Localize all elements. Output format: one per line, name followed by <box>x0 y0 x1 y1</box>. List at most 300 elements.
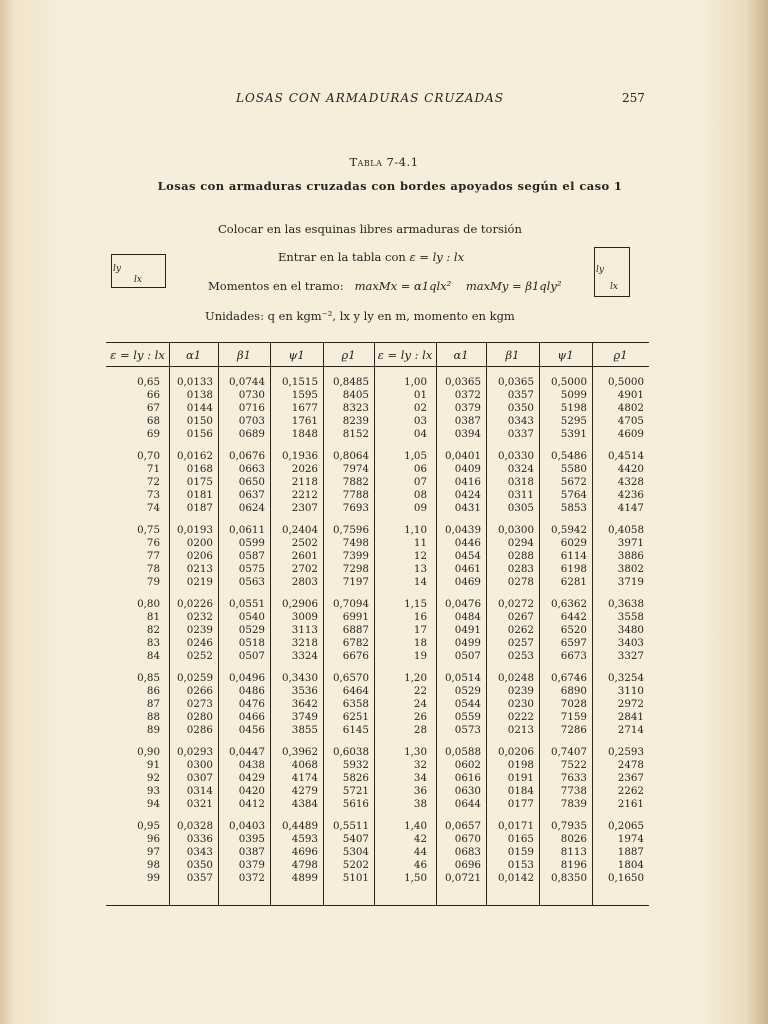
table-cell: 96 <box>146 833 160 845</box>
table-cell: 1848 <box>291 428 318 440</box>
table-cell: 5932 <box>342 759 369 771</box>
moment-y-formula: maxMy = β1qly² <box>465 279 562 293</box>
table-cell: 0529 <box>238 624 265 636</box>
table-row <box>106 550 649 563</box>
slab-lx-label: lx <box>610 282 618 292</box>
table-cell: 86 <box>146 685 160 697</box>
table-cell: 0,0193 <box>176 524 213 536</box>
table-cell: 72 <box>146 476 160 488</box>
table-cell: 6887 <box>342 624 369 636</box>
table-cell: 91 <box>146 759 160 771</box>
table-cell: 0454 <box>454 550 481 562</box>
table-cell: 4068 <box>291 759 318 771</box>
table-cell: 3642 <box>291 698 318 710</box>
table-cell: 0198 <box>507 759 534 771</box>
table-cell: 7028 <box>560 698 587 710</box>
column-header: α1 <box>453 348 469 362</box>
table-cell: 6198 <box>560 563 587 575</box>
table-cell: 0,0439 <box>444 524 481 536</box>
table-cell: 6029 <box>560 537 587 549</box>
table-cell: 0,0588 <box>444 746 481 758</box>
table-cell: 0379 <box>454 402 481 414</box>
table-cell: 0,0162 <box>176 450 213 462</box>
table-cell: 0,0476 <box>444 598 481 610</box>
table-cell: 0266 <box>186 685 213 697</box>
table-cell: 7286 <box>560 724 587 736</box>
table-cell: 3110 <box>617 685 644 697</box>
table-cell: 3886 <box>617 550 644 562</box>
table-cell: 2714 <box>617 724 644 736</box>
table-cell: 1,20 <box>404 672 427 684</box>
table-cell: 98 <box>146 859 160 871</box>
table-cell: 0,0259 <box>176 672 213 684</box>
table-cell: 13 <box>413 563 427 575</box>
table-cell: 7522 <box>560 759 587 771</box>
table-cell: 0343 <box>507 415 534 427</box>
table-cell: 94 <box>146 798 160 810</box>
table-cell: 0191 <box>507 772 534 784</box>
table-cell: 5672 <box>560 476 587 488</box>
table-row <box>106 463 649 476</box>
table-row <box>106 820 649 833</box>
table-cell: 0,2065 <box>607 820 644 832</box>
table-cell: 3558 <box>617 611 644 623</box>
table-cell: 8113 <box>560 846 587 858</box>
table-cell: 87 <box>146 698 160 710</box>
table-row <box>106 711 649 724</box>
table-cell: 08 <box>413 489 427 501</box>
units-note: Unidades: q en kgm⁻², lx y ly en m, momento en kgm <box>205 309 515 323</box>
table-row <box>106 489 649 502</box>
table-cell: 0257 <box>507 637 534 649</box>
table-cell: 0324 <box>507 463 534 475</box>
table-cell: 0222 <box>507 711 534 723</box>
table-cell: 8239 <box>342 415 369 427</box>
table-cell: 69 <box>146 428 160 440</box>
table-cell: 4279 <box>291 785 318 797</box>
table-cell: 06 <box>413 463 427 475</box>
table-row <box>106 785 649 798</box>
table-cell: 0,0293 <box>176 746 213 758</box>
table-cell: 0305 <box>507 502 534 514</box>
table-row <box>106 685 649 698</box>
table-cell: 3327 <box>617 650 644 662</box>
table-cell: 0,0401 <box>444 450 481 462</box>
table-cell: 6597 <box>560 637 587 649</box>
table-cell: 44 <box>413 846 427 858</box>
table-cell: 6676 <box>342 650 369 662</box>
table-cell: 0184 <box>507 785 534 797</box>
table-cell: 7974 <box>342 463 369 475</box>
table-cell: 7839 <box>560 798 587 810</box>
table-cell: 7399 <box>342 550 369 562</box>
table-cell: 0644 <box>454 798 481 810</box>
table-cell: 0175 <box>186 476 213 488</box>
table-cell: 26 <box>413 711 427 723</box>
table-cell: 0,6570 <box>332 672 369 684</box>
column-header: ϱ1 <box>613 348 628 362</box>
table-cell: 0,0272 <box>497 598 534 610</box>
moments-prefix: Momentos en el tramo: <box>208 279 344 293</box>
table-cell: 3113 <box>291 624 318 636</box>
table-cell: 0438 <box>238 759 265 771</box>
table-cell: 4609 <box>617 428 644 440</box>
table-cell: 0314 <box>186 785 213 797</box>
table-cell: 0529 <box>454 685 481 697</box>
table-cell: 0663 <box>238 463 265 475</box>
table-cell: 0,5486 <box>550 450 587 462</box>
table-cell: 0,0657 <box>444 820 481 832</box>
table-cell: 0,0133 <box>176 376 213 388</box>
moment-x-formula: maxMx = α1qlx² <box>354 279 452 293</box>
table-cell: 0273 <box>186 698 213 710</box>
table-cell: 0587 <box>238 550 265 562</box>
table-cell: 2803 <box>291 576 318 588</box>
table-cell: 5721 <box>342 785 369 797</box>
table-cell: 0637 <box>238 489 265 501</box>
table-cell: 1677 <box>291 402 318 414</box>
table-cell: 0144 <box>186 402 213 414</box>
table-cell: 0703 <box>238 415 265 427</box>
running-header: LOSAS CON ARMADURAS CRUZADAS <box>235 91 505 105</box>
slab-ly-label: ly <box>113 264 121 274</box>
table-cell: 0,90 <box>137 746 160 758</box>
table-cell: 0288 <box>507 550 534 562</box>
table-cell: 0,0330 <box>497 450 534 462</box>
table-cell: 0476 <box>238 698 265 710</box>
table-cell: 8152 <box>342 428 369 440</box>
table-cell: 1761 <box>291 415 318 427</box>
table-cell: 79 <box>146 576 160 588</box>
table-cell: 2161 <box>617 798 644 810</box>
table-row <box>106 428 649 441</box>
table-cell: 8026 <box>560 833 587 845</box>
torsion-note: Colocar en las esquinas libres armaduras de torsión <box>218 222 522 236</box>
table-cell: 3009 <box>291 611 318 623</box>
table-cell: 0168 <box>186 463 213 475</box>
table-cell: 0409 <box>454 463 481 475</box>
table-cell: 7298 <box>342 563 369 575</box>
table-cell: 2262 <box>617 785 644 797</box>
table-cell: 0424 <box>454 489 481 501</box>
table-cell: 6890 <box>560 685 587 697</box>
table-cell: 0,95 <box>137 820 160 832</box>
column-header: ε = ly : lx <box>110 348 165 362</box>
table-cell: 0,1650 <box>607 872 644 884</box>
table-cell: 6464 <box>342 685 369 697</box>
table-cell: 0575 <box>238 563 265 575</box>
table-cell: 0,2593 <box>607 746 644 758</box>
table-cell: 77 <box>146 550 160 562</box>
table-cell: 0,65 <box>137 376 160 388</box>
table-cell: 0559 <box>454 711 481 723</box>
table-cell: 12 <box>413 550 427 562</box>
table-cell: 5764 <box>560 489 587 501</box>
table-cell: 5616 <box>342 798 369 810</box>
table-cell: 0,3254 <box>607 672 644 684</box>
table-cell: 0,2906 <box>281 598 318 610</box>
table-cell: 5101 <box>342 872 369 884</box>
table-row <box>106 759 649 772</box>
table-cell: 0,70 <box>137 450 160 462</box>
table-cell: 0429 <box>238 772 265 784</box>
table-cell: 3324 <box>291 650 318 662</box>
table-cell: 7633 <box>560 772 587 784</box>
table-cell: 02 <box>413 402 427 414</box>
table-row <box>106 524 649 537</box>
table-cell: 0,7935 <box>550 820 587 832</box>
table-row <box>106 637 649 650</box>
table-cell: 3855 <box>291 724 318 736</box>
table-cell: 28 <box>413 724 427 736</box>
table-cell: 0,3430 <box>281 672 318 684</box>
table-cell: 0138 <box>186 389 213 401</box>
table-row <box>106 415 649 428</box>
header-rule <box>106 366 649 367</box>
table-cell: 5202 <box>342 859 369 871</box>
table-cell: 7693 <box>342 502 369 514</box>
table-cell: 1,30 <box>404 746 427 758</box>
table-cell: 88 <box>146 711 160 723</box>
table-row <box>106 563 649 576</box>
table-cell: 0,7094 <box>332 598 369 610</box>
table-cell: 14 <box>413 576 427 588</box>
table-cell: 0318 <box>507 476 534 488</box>
table-cell: 0286 <box>186 724 213 736</box>
table-cell: 0716 <box>238 402 265 414</box>
table-cell: 19 <box>413 650 427 662</box>
table-cell: 0,0142 <box>497 872 534 884</box>
table-cell: 0,0328 <box>176 820 213 832</box>
table-cell: 0246 <box>186 637 213 649</box>
table-cell: 0387 <box>238 846 265 858</box>
table-cell: 1,50 <box>404 872 427 884</box>
table-cell: 74 <box>146 502 160 514</box>
column-header: β1 <box>237 348 251 362</box>
table-cell: 4593 <box>291 833 318 845</box>
table-cell: 0337 <box>507 428 534 440</box>
table-cell: 3802 <box>617 563 644 575</box>
table-cell: 2212 <box>291 489 318 501</box>
table-cell: 89 <box>146 724 160 736</box>
table-cell: 01 <box>413 389 427 401</box>
table-cell: 0,2404 <box>281 524 318 536</box>
table-cell: 0,6362 <box>550 598 587 610</box>
table-cell: 5853 <box>560 502 587 514</box>
table-cell: 0,0248 <box>497 672 534 684</box>
table-cell: 0280 <box>186 711 213 723</box>
table-cell: 67 <box>146 402 160 414</box>
table-cell: 6991 <box>342 611 369 623</box>
table-cell: 2972 <box>617 698 644 710</box>
slab-diagram-right <box>594 247 630 297</box>
table-cell: 5580 <box>560 463 587 475</box>
table-cell: 0150 <box>186 415 213 427</box>
table-cell: 8405 <box>342 389 369 401</box>
table-cell: 5099 <box>560 389 587 401</box>
table-cell: 5826 <box>342 772 369 784</box>
table-cell: 0159 <box>507 846 534 858</box>
table-cell: 0219 <box>186 576 213 588</box>
table-title: Losas con armaduras cruzadas con bordes apoyados según el caso 1 <box>157 179 623 193</box>
table-cell: 6145 <box>342 724 369 736</box>
table-cell: 0394 <box>454 428 481 440</box>
table-cell: 2367 <box>617 772 644 784</box>
table-row <box>106 872 649 885</box>
table-cell: 1,00 <box>404 376 427 388</box>
table-cell: 0499 <box>454 637 481 649</box>
table-cell: 0372 <box>238 872 265 884</box>
table-cell: 0153 <box>507 859 534 871</box>
column-header: α1 <box>185 348 202 362</box>
table-cell: 6782 <box>342 637 369 649</box>
table-cell: 0624 <box>238 502 265 514</box>
table-row <box>106 859 649 872</box>
table-cell: 0,0171 <box>497 820 534 832</box>
table-cell: 0,0514 <box>444 672 481 684</box>
table-cell: 99 <box>146 872 160 884</box>
table-row <box>106 672 649 685</box>
table-row <box>106 537 649 550</box>
table-cell: 3403 <box>617 637 644 649</box>
table-cell: 82 <box>146 624 160 636</box>
table-row <box>106 772 649 785</box>
table-cell: 38 <box>413 798 427 810</box>
enter-note <box>278 250 464 264</box>
table-cell: 0446 <box>454 537 481 549</box>
table-cell: 09 <box>413 502 427 514</box>
table-cell: 0,4489 <box>281 820 318 832</box>
table-cell: 3719 <box>617 576 644 588</box>
table-cell: 04 <box>413 428 427 440</box>
table-row <box>106 598 649 611</box>
table-cell: 4328 <box>617 476 644 488</box>
table-cell: 3536 <box>291 685 318 697</box>
table-cell: 0,0496 <box>228 672 265 684</box>
table-cell: 1,05 <box>404 450 427 462</box>
table-cell: 0,5511 <box>332 820 369 832</box>
table-cell: 0239 <box>186 624 213 636</box>
table-cell: 0544 <box>454 698 481 710</box>
table-cell: 0696 <box>454 859 481 871</box>
table-cell: 0466 <box>238 711 265 723</box>
table-cell: 7197 <box>342 576 369 588</box>
table-cell: 2601 <box>291 550 318 562</box>
table-cell: 0507 <box>454 650 481 662</box>
table-cell: 0,1936 <box>281 450 318 462</box>
table-cell: 1595 <box>291 389 318 401</box>
table-cell: 0,0676 <box>228 450 265 462</box>
column-header: ψ1 <box>557 348 574 362</box>
table-cell: 4420 <box>617 463 644 475</box>
table-cell: 0387 <box>454 415 481 427</box>
table-cell: 4236 <box>617 489 644 501</box>
table-cell: 0,8064 <box>332 450 369 462</box>
table-cell: 22 <box>413 685 427 697</box>
table-cell: 4802 <box>617 402 644 414</box>
table-cell: 0683 <box>454 846 481 858</box>
table-cell: 24 <box>413 698 427 710</box>
table-cell: 0357 <box>507 389 534 401</box>
table-cell: 36 <box>413 785 427 797</box>
table-cell: 0,0365 <box>444 376 481 388</box>
table-cell: 0,3962 <box>281 746 318 758</box>
table-row <box>106 389 649 402</box>
table-cell: 0602 <box>454 759 481 771</box>
table-cell: 0350 <box>186 859 213 871</box>
table-cell: 1974 <box>617 833 644 845</box>
table-cell: 0,5942 <box>550 524 587 536</box>
column-header: ϱ1 <box>341 348 356 362</box>
table-cell: 0336 <box>186 833 213 845</box>
table-cell: 5198 <box>560 402 587 414</box>
table-cell: 0300 <box>186 759 213 771</box>
table-cell: 17 <box>413 624 427 636</box>
table-row <box>106 650 649 663</box>
table-cell: 1887 <box>617 846 644 858</box>
table-cell: 0431 <box>454 502 481 514</box>
column-header: ε = ly : lx <box>377 348 433 362</box>
table-cell: 0206 <box>186 550 213 562</box>
table-cell: 0177 <box>507 798 534 810</box>
enter-formula: ε = ly : lx <box>409 250 465 264</box>
table-cell: 6281 <box>560 576 587 588</box>
table-cell: 0,0226 <box>176 598 213 610</box>
table-cell: 3218 <box>291 637 318 649</box>
table-cell: 93 <box>146 785 160 797</box>
table-cell: 68 <box>146 415 160 427</box>
table-cell: 0283 <box>507 563 534 575</box>
table-cell: 0,5000 <box>607 376 644 388</box>
table-row <box>106 502 649 515</box>
table-cell: 0,7596 <box>332 524 369 536</box>
table-cell: 1,10 <box>404 524 427 536</box>
table-cell: 0689 <box>238 428 265 440</box>
table-cell: 0213 <box>186 563 213 575</box>
table-cell: 0379 <box>238 859 265 871</box>
table-label: Tabla 7-4.1 <box>349 155 419 169</box>
table-cell: 0540 <box>238 611 265 623</box>
table-cell: 0357 <box>186 872 213 884</box>
table-cell: 4901 <box>617 389 644 401</box>
table-cell: 92 <box>146 772 160 784</box>
table-cell: 0,4514 <box>607 450 644 462</box>
table-cell: 1804 <box>617 859 644 871</box>
coefficient-table <box>106 342 649 906</box>
table-row <box>106 576 649 589</box>
table-cell: 0,0403 <box>228 820 265 832</box>
table-cell: 66 <box>146 389 160 401</box>
table-row <box>106 450 649 463</box>
column-header: β1 <box>505 348 520 362</box>
table-row <box>106 611 649 624</box>
table-cell: 34 <box>413 772 427 784</box>
table-cell: 6358 <box>342 698 369 710</box>
table-cell: 0307 <box>186 772 213 784</box>
table-cell: 2502 <box>291 537 318 549</box>
table-cell: 42 <box>413 833 427 845</box>
table-row <box>106 402 649 415</box>
table-cell: 0239 <box>507 685 534 697</box>
table-cell: 0262 <box>507 624 534 636</box>
slab-ly-label: ly <box>596 265 604 275</box>
table-cell: 0,0744 <box>228 376 265 388</box>
table-cell: 84 <box>146 650 160 662</box>
table-cell: 4174 <box>291 772 318 784</box>
table-cell: 0630 <box>454 785 481 797</box>
table-cell: 0456 <box>238 724 265 736</box>
table-cell: 0156 <box>186 428 213 440</box>
